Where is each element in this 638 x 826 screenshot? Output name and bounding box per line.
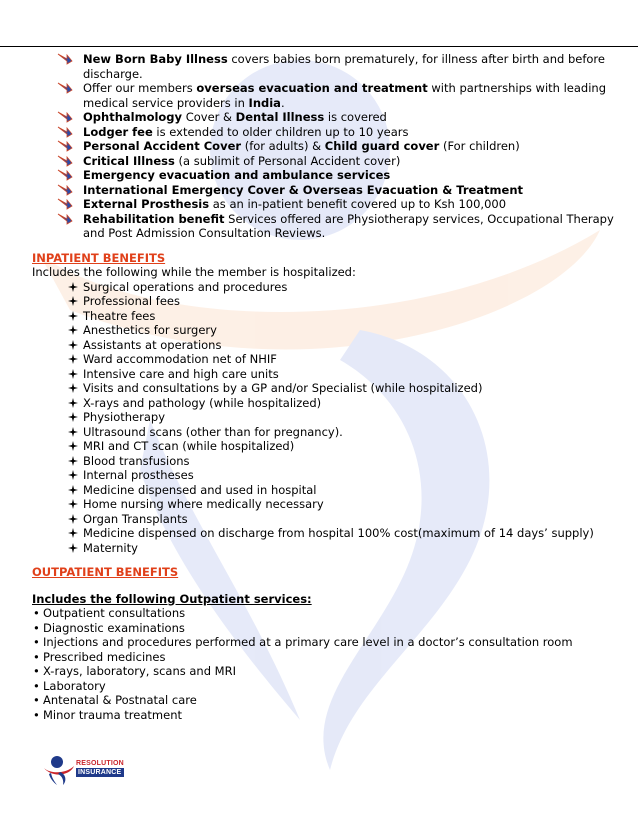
logo-mark-icon bbox=[42, 754, 76, 786]
inpatient-item bbox=[32, 294, 628, 309]
benefit-text: with partnerships with leading medical service providers in bbox=[83, 81, 606, 110]
benefit-bold-text: External Prosthesis bbox=[83, 197, 210, 211]
inpatient-item-text: Blood transfusions bbox=[83, 453, 190, 468]
inpatient-item bbox=[32, 410, 628, 425]
benefit-bold-text: India bbox=[248, 95, 281, 110]
inpatient-item-text: Organ Transplants bbox=[83, 511, 188, 526]
inpatient-item bbox=[32, 439, 628, 454]
outpatient-item-text: X-rays, laboratory, scans and MRI bbox=[43, 664, 236, 678]
outpatient-item bbox=[32, 606, 628, 621]
arrow-down-right-icon bbox=[57, 140, 73, 152]
benefit-item bbox=[32, 154, 628, 169]
benefit-bold-text: Critical Illness bbox=[83, 153, 175, 168]
document-content bbox=[32, 52, 628, 722]
arrow-down-right-icon bbox=[57, 82, 73, 94]
outpatient-item-text: Outpatient consultations bbox=[43, 606, 186, 620]
inpatient-item-text: Intensive care and high care units bbox=[83, 366, 279, 381]
benefit-text: is extended to older children up to 10 years bbox=[152, 124, 409, 139]
benefit-bold-text: Ophthalmology bbox=[83, 110, 183, 124]
benefit-bold-text: Emergency evacuation and ambulance services bbox=[83, 168, 391, 182]
benefit-bold-text: Personal Accident Cover bbox=[83, 139, 242, 153]
outpatient-item bbox=[32, 664, 628, 679]
inpatient-item bbox=[32, 512, 628, 527]
four-point-diamond-icon bbox=[68, 296, 78, 306]
outpatient-item bbox=[32, 635, 628, 650]
outpatient-heading: OUTPATIENT BENEFITS bbox=[32, 565, 179, 579]
arrow-down-right-icon bbox=[57, 126, 73, 138]
inpatient-item bbox=[32, 497, 628, 512]
four-point-diamond-icon bbox=[68, 441, 78, 451]
benefit-text: Services offered are Physiotherapy services, Occupational Therapy and Post Admission Consultation Reviews. bbox=[83, 211, 614, 240]
inpatient-item bbox=[32, 396, 628, 411]
arrow-down-right-icon bbox=[57, 213, 73, 225]
four-point-diamond-icon bbox=[68, 369, 78, 379]
logo-text bbox=[76, 759, 124, 777]
benefit-item bbox=[32, 110, 628, 125]
inpatient-item-text: Maternity bbox=[83, 540, 138, 555]
four-point-diamond-icon bbox=[68, 282, 78, 292]
arrow-down-right-icon bbox=[57, 155, 73, 167]
four-point-diamond-icon bbox=[68, 325, 78, 335]
inpatient-item bbox=[32, 381, 628, 396]
inpatient-item-text: Assistants at operations bbox=[83, 337, 222, 352]
benefit-item bbox=[32, 81, 628, 110]
inpatient-item-text: Internal prostheses bbox=[83, 468, 194, 482]
resolution-insurance-logo bbox=[42, 754, 132, 786]
bullet-dot-icon: • bbox=[33, 606, 40, 620]
bullet-dot-icon: • bbox=[33, 664, 40, 678]
inpatient-list bbox=[32, 280, 628, 556]
arrow-down-right-icon bbox=[57, 111, 73, 123]
top-rule bbox=[0, 46, 638, 47]
logo-line1: RESOLUTION bbox=[76, 760, 124, 767]
inpatient-item bbox=[32, 454, 628, 469]
inpatient-item bbox=[32, 309, 628, 324]
bullet-dot-icon: • bbox=[33, 707, 40, 722]
four-point-diamond-icon bbox=[68, 485, 78, 495]
bullet-dot-icon: • bbox=[33, 635, 40, 649]
inpatient-item-text: Physiotherapy bbox=[83, 410, 166, 424]
bullet-dot-icon: • bbox=[33, 620, 40, 635]
outpatient-list bbox=[32, 606, 628, 722]
arrow-down-right-icon bbox=[57, 169, 73, 181]
benefit-text: as an in-patient benefit covered up to Ksh 100,000 bbox=[209, 197, 507, 211]
inpatient-item-text: Ultrasound scans (other than for pregnancy). bbox=[83, 424, 343, 439]
outpatient-item bbox=[32, 708, 628, 723]
arrow-down-right-icon bbox=[57, 53, 73, 65]
four-point-diamond-icon bbox=[68, 543, 78, 553]
outpatient-item bbox=[32, 693, 628, 708]
four-point-diamond-icon bbox=[68, 470, 78, 480]
inpatient-item-text: Visits and consultations by a GP and/or Specialist (while hospitalized) bbox=[83, 381, 483, 395]
inpatient-item-text: Professional fees bbox=[83, 294, 180, 308]
benefit-bold-text: International Emergency Cover & Overseas Evacuation & Treatment bbox=[83, 182, 524, 197]
benefit-item bbox=[32, 52, 628, 81]
inpatient-item bbox=[32, 352, 628, 367]
inpatient-item bbox=[32, 483, 628, 498]
inpatient-item bbox=[32, 425, 628, 440]
inpatient-item-text: Ward accommodation net of NHIF bbox=[83, 352, 277, 366]
four-point-diamond-icon bbox=[68, 354, 78, 364]
benefit-text: . bbox=[280, 95, 285, 110]
benefit-bold-text: Child guard cover bbox=[324, 139, 440, 153]
benefit-bold-text: Rehabilitation benefit bbox=[83, 211, 225, 226]
inpatient-item-text: Medicine dispensed and used in hospital bbox=[83, 482, 317, 497]
four-point-diamond-icon bbox=[68, 427, 78, 437]
arrow-down-right-icon bbox=[57, 184, 73, 196]
benefit-item bbox=[32, 125, 628, 140]
benefit-item bbox=[32, 197, 628, 212]
outpatient-item-text: Laboratory bbox=[43, 678, 106, 693]
four-point-diamond-icon bbox=[68, 340, 78, 350]
inpatient-item bbox=[32, 323, 628, 338]
four-point-diamond-icon bbox=[68, 311, 78, 321]
outpatient-item-text: Antenatal & Postnatal care bbox=[43, 693, 197, 707]
inpatient-item-text: Theatre fees bbox=[83, 308, 156, 323]
arrow-down-right-icon bbox=[57, 198, 73, 210]
benefit-item bbox=[32, 212, 628, 241]
benefit-bold-text: Dental Illness bbox=[235, 110, 325, 124]
inpatient-item bbox=[32, 280, 628, 295]
benefit-text: Offer our members bbox=[83, 81, 197, 95]
outpatient-item-text: Minor trauma treatment bbox=[43, 707, 182, 722]
benefit-bold-text: New Born Baby Illness bbox=[83, 52, 228, 66]
benefit-text: is covered bbox=[324, 110, 387, 124]
outpatient-item bbox=[32, 621, 628, 636]
outpatient-item-text: Diagnostic examinations bbox=[43, 620, 185, 635]
four-point-diamond-icon bbox=[68, 499, 78, 509]
four-point-diamond-icon bbox=[68, 456, 78, 466]
benefit-bold-text: overseas evacuation and treatment bbox=[196, 81, 428, 95]
four-point-diamond-icon bbox=[68, 398, 78, 408]
outpatient-item bbox=[32, 650, 628, 665]
bullet-dot-icon: • bbox=[33, 649, 40, 664]
benefit-text: (a sublimit of Personal Accident cover) bbox=[174, 153, 401, 168]
inpatient-item bbox=[32, 468, 628, 483]
inpatient-item bbox=[32, 526, 628, 541]
benefit-text: (for adults) & bbox=[241, 139, 325, 153]
benefit-text: Cover & bbox=[182, 110, 236, 124]
outpatient-item-text: Prescribed medicines bbox=[43, 649, 166, 664]
benefit-text: (For children) bbox=[439, 139, 520, 153]
inpatient-item-text: MRI and CT scan (while hospitalized) bbox=[83, 439, 295, 453]
outpatient-item-text: Injections and procedures performed at a primary care level in a doctor’s consultation room bbox=[43, 635, 573, 649]
bullet-dot-icon: • bbox=[33, 678, 40, 693]
inpatient-item-text: Anesthetics for surgery bbox=[83, 323, 217, 337]
four-point-diamond-icon bbox=[68, 383, 78, 393]
benefit-text: covers babies born prematurely, for illness after birth and before discharge. bbox=[83, 52, 605, 81]
four-point-diamond-icon bbox=[68, 514, 78, 524]
bullet-dot-icon: • bbox=[33, 693, 40, 707]
benefit-item bbox=[32, 168, 628, 183]
benefit-item bbox=[32, 183, 628, 198]
inpatient-item-text: Home nursing where medically necessary bbox=[83, 497, 324, 511]
inpatient-intro: Includes the following while the member is hospitalized: bbox=[32, 265, 356, 279]
benefits-list bbox=[32, 52, 628, 241]
inpatient-item-text: Surgical operations and procedures bbox=[83, 279, 288, 294]
four-point-diamond-icon bbox=[68, 412, 78, 422]
outpatient-item bbox=[32, 679, 628, 694]
inpatient-heading: INPATIENT BENEFITS bbox=[32, 250, 166, 265]
inpatient-item bbox=[32, 541, 628, 556]
logo-line2: INSURANCE bbox=[76, 768, 124, 777]
benefit-bold-text: Lodger fee bbox=[83, 124, 153, 139]
four-point-diamond-icon bbox=[68, 528, 78, 538]
inpatient-item bbox=[32, 367, 628, 382]
inpatient-item bbox=[32, 338, 628, 353]
inpatient-item-text: X-rays and pathology (while hospitalized) bbox=[83, 395, 322, 410]
inpatient-item-text: Medicine dispensed on discharge from hospital 100% cost(maximum of 14 days’ supply) bbox=[83, 526, 594, 540]
outpatient-subheading: Includes the following Outpatient services: bbox=[32, 591, 312, 606]
benefit-item bbox=[32, 139, 628, 154]
